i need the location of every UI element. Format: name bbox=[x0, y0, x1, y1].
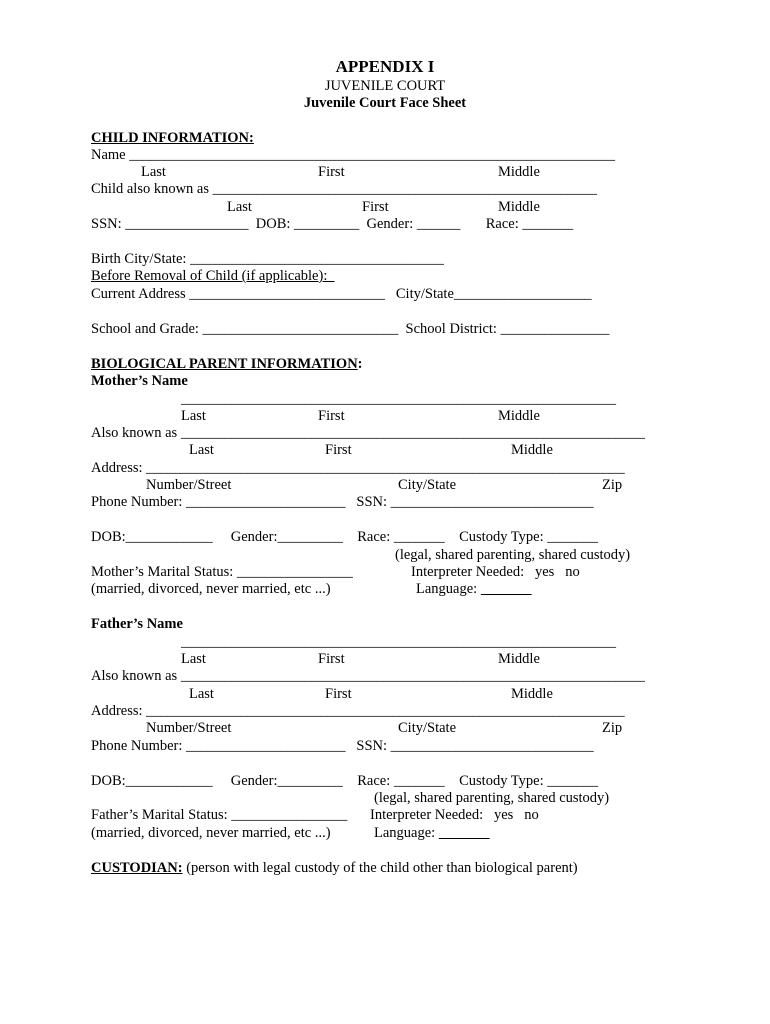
mother-marital-status-field[interactable]: Mother’s Marital Status: ________________ bbox=[91, 564, 353, 580]
custodian-heading: CUSTODIAN: bbox=[91, 860, 183, 876]
mother-aka-last-label: Last bbox=[189, 442, 214, 458]
mother-interpreter-needed[interactable]: Interpreter Needed: yes no bbox=[411, 564, 580, 580]
mother-address-city-label: City/State bbox=[398, 477, 456, 493]
father-aka-first-label: First bbox=[325, 686, 352, 702]
mother-address-street-label: Number/Street bbox=[146, 477, 232, 493]
custodian-note: (person with legal custody of the child other than biological parent) bbox=[182, 860, 578, 876]
mother-dob-gender-race-custody-fields[interactable]: DOB:____________ Gender:_________ Race: _______ Custody Type: _______ bbox=[91, 529, 598, 545]
father-name-last-label: Last bbox=[181, 651, 206, 667]
mother-phone-ssn-fields[interactable]: Phone Number: ______________________ SSN: ____________________________ bbox=[91, 494, 594, 510]
mother-name-last-label: Last bbox=[181, 408, 206, 424]
birth-city-state-field[interactable]: Birth City/State: ___________________________________ bbox=[91, 251, 444, 267]
child-aka-first-label: First bbox=[362, 199, 389, 215]
mother-language-label: Language: bbox=[416, 581, 481, 597]
father-language-field[interactable] bbox=[374, 825, 490, 842]
father-address-zip-label: Zip bbox=[602, 720, 623, 736]
child-ssn-dob-gender-race-fields[interactable]: SSN: _________________ DOB: _________ Gender: ______ Race: _______ bbox=[91, 216, 574, 232]
father-dob-gender-race-custody-fields[interactable]: DOB:____________ Gender:_________ Race: _______ Custody Type: _______ bbox=[91, 773, 598, 789]
custodian-heading-line bbox=[91, 860, 578, 877]
child-name-field[interactable]: Name ___________________________________________________________________ bbox=[91, 147, 615, 163]
father-aka-last-label: Last bbox=[189, 686, 214, 702]
mother-name-field[interactable]: ____________________________________________________________ bbox=[181, 391, 616, 407]
mother-language-blank[interactable] bbox=[481, 581, 532, 597]
father-language-blank[interactable] bbox=[439, 825, 490, 841]
child-name-first-label: First bbox=[318, 164, 345, 180]
mother-language-field[interactable] bbox=[416, 581, 532, 598]
father-address-field[interactable]: Address: __________________________________________________________________ bbox=[91, 703, 625, 719]
school-grade-field[interactable]: School and Grade: ___________________________ School District: _______________ bbox=[91, 321, 610, 337]
child-info-heading: CHILD INFORMATION: bbox=[91, 130, 254, 146]
father-custody-note: (legal, shared parenting, shared custody) bbox=[374, 790, 610, 806]
current-address-field[interactable]: Current Address ___________________________ City/State___________________ bbox=[91, 286, 592, 302]
sheet-title: Juvenile Court Face Sheet bbox=[303, 95, 467, 111]
mother-name-middle-label: Middle bbox=[498, 408, 540, 424]
father-phone-ssn-fields[interactable]: Phone Number: ______________________ SSN: ____________________________ bbox=[91, 738, 594, 754]
mother-aka-first-label: First bbox=[325, 442, 352, 458]
child-aka-field[interactable]: Child also known as _____________________________________________________ bbox=[91, 181, 597, 197]
father-name-field[interactable]: ____________________________________________________________ bbox=[181, 634, 616, 650]
father-marital-note: (married, divorced, never married, etc ...) bbox=[91, 825, 331, 841]
mother-address-zip-label: Zip bbox=[602, 477, 623, 493]
father-address-street-label: Number/Street bbox=[146, 720, 232, 736]
before-removal-label: Before Removal of Child (if applicable): bbox=[91, 268, 335, 284]
mother-aka-middle-label: Middle bbox=[511, 442, 553, 458]
mother-aka-field[interactable]: Also known as ________________________________________________________________ bbox=[91, 425, 645, 441]
child-name-middle-label: Middle bbox=[498, 164, 540, 180]
father-name-first-label: First bbox=[318, 651, 345, 667]
bio-parent-heading-colon: : bbox=[357, 356, 363, 372]
father-address-city-label: City/State bbox=[398, 720, 456, 736]
father-interpreter-needed[interactable]: Interpreter Needed: yes no bbox=[370, 807, 539, 823]
court-name: JUVENILE COURT bbox=[324, 78, 446, 94]
father-aka-middle-label: Middle bbox=[511, 686, 553, 702]
child-aka-last-label: Last bbox=[227, 199, 252, 215]
mother-marital-note: (married, divorced, never married, etc ...) bbox=[91, 581, 331, 597]
father-language-label: Language: bbox=[374, 825, 439, 841]
father-name-title: Father’s Name bbox=[91, 616, 183, 632]
bio-parent-heading-text: BIOLOGICAL PARENT INFORMATION bbox=[91, 356, 358, 372]
child-name-last-label: Last bbox=[141, 164, 166, 180]
mother-address-field[interactable]: Address: __________________________________________________________________ bbox=[91, 460, 625, 476]
mother-name-title: Mother’s Name bbox=[91, 373, 188, 389]
father-aka-field[interactable]: Also known as ________________________________________________________________ bbox=[91, 668, 645, 684]
child-aka-middle-label: Middle bbox=[498, 199, 540, 215]
appendix-title: APPENDIX I bbox=[335, 57, 435, 76]
father-name-middle-label: Middle bbox=[498, 651, 540, 667]
father-marital-status-field[interactable]: Father’s Marital Status: ________________ bbox=[91, 807, 348, 823]
bio-parent-heading bbox=[91, 356, 363, 373]
mother-custody-note: (legal, shared parenting, shared custody) bbox=[395, 547, 631, 563]
mother-name-first-label: First bbox=[318, 408, 345, 424]
